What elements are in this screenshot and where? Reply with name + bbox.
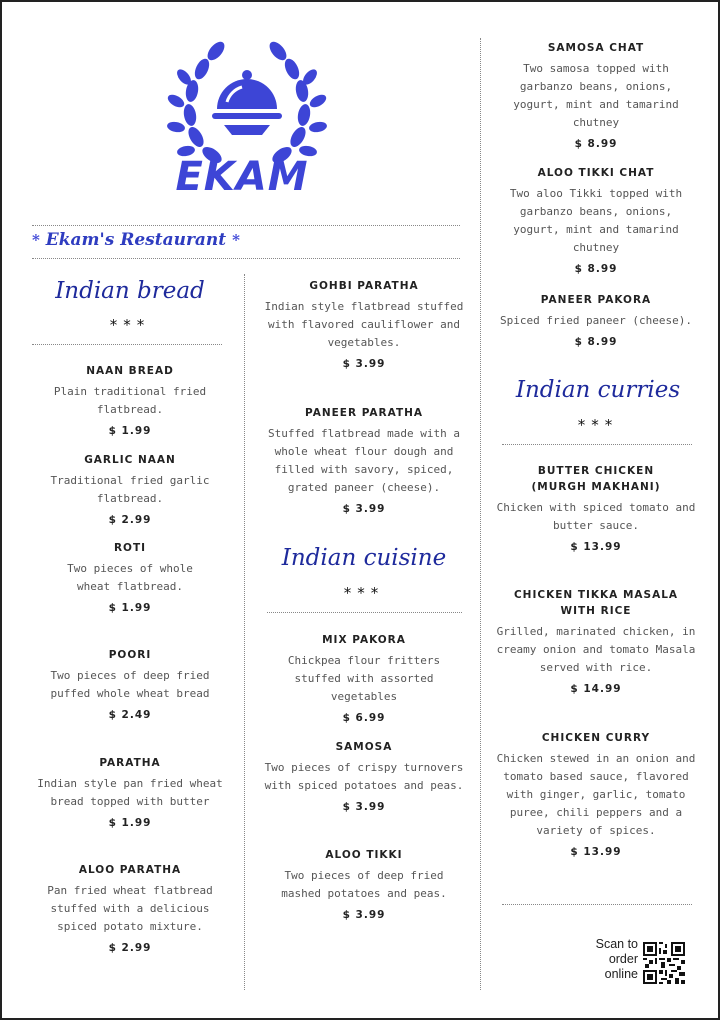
item-desc: Two aloo Tikki topped with garbanzo beans, onions, yogurt, mint and tamarind chutney (509, 187, 683, 254)
item-name: CHICKEN CURRY (541, 732, 651, 744)
item-name: PARATHA (99, 757, 161, 769)
item-price: $ 13.99 (570, 541, 622, 553)
menu-item-naan-bread (30, 363, 230, 437)
section-divider (32, 344, 222, 345)
item-name: ALOO TIKKI CHAT (537, 167, 655, 179)
item-desc: Spiced fried paneer (cheese). (499, 314, 693, 327)
item-price: $ 2.99 (108, 942, 152, 954)
item-name: POORI (108, 649, 152, 661)
section-stars: *** (577, 416, 619, 434)
item-name: PANEER PAKORA (540, 294, 652, 306)
banner-divider-top (32, 225, 460, 226)
item-name: MIX PAKORA (322, 634, 406, 646)
restaurant-name: Ekam's Restaurant (45, 230, 227, 250)
menu-item-aloo-paratha (30, 862, 230, 954)
item-price: $ 1.99 (108, 817, 152, 829)
item-price: $ 2.99 (108, 514, 152, 526)
item-desc: Plain traditional fried flatbread. (53, 385, 207, 416)
menu-item-gohbi-paratha (264, 278, 464, 370)
item-desc: Two pieces of whole wheat flatbread. (67, 562, 193, 593)
item-name: NAAN BREAD (86, 365, 174, 377)
item-name: ALOO TIKKI (325, 849, 403, 861)
item-price: $ 2.49 (108, 709, 152, 721)
item-desc: Two pieces of crispy turnovers with spiced potatoes and peas. (264, 761, 464, 792)
item-price: $ 8.99 (574, 336, 618, 348)
scan-to-order-text: Scan to order online (595, 937, 638, 981)
menu-item-garlic-naan (30, 452, 230, 526)
column-divider-left (244, 274, 245, 990)
item-name: GOHBI PARATHA (309, 280, 419, 292)
item-name: ROTI (113, 542, 147, 554)
banner-divider-bottom (32, 258, 460, 259)
column-divider-right (480, 38, 481, 990)
menu-item-chicken-curry (496, 730, 696, 858)
item-price: $ 6.99 (342, 712, 386, 724)
item-name: CHICKEN TIKKA MASALA WITH RICE (513, 589, 679, 617)
item-desc: Indian style pan fried wheat bread topped with butter (37, 777, 223, 808)
section-title-indian-bread: Indian bread (55, 278, 205, 304)
item-desc: Pan fried wheat flatbread stuffed with a delicious spiced potato mixture. (47, 884, 213, 933)
menu-item-samosa-chat (496, 40, 696, 150)
restaurant-label (32, 230, 240, 250)
menu-item-paneer-pakora (496, 292, 696, 348)
item-price: $ 8.99 (574, 138, 618, 150)
section-stars: *** (343, 584, 385, 602)
item-desc: Two pieces of deep fried puffed whole wheat bread (50, 669, 210, 700)
item-price: $ 3.99 (342, 909, 386, 921)
item-name: SAMOSA CHAT (547, 42, 645, 54)
brand-name: EKAM (175, 154, 309, 200)
footer-divider (502, 904, 692, 905)
menu-item-paneer-paratha (264, 405, 464, 515)
qr-code-icon[interactable] (643, 942, 685, 984)
star-left: * (32, 231, 40, 249)
item-name: ALOO PARATHA (78, 864, 182, 876)
item-desc: Chickpea flour fritters stuffed with assorted vegetables (287, 654, 441, 703)
menu-item-aloo-tikki-chat (496, 165, 696, 275)
section-divider (502, 444, 692, 445)
menu-item-paratha (30, 755, 230, 829)
item-desc: Chicken stewed in an onion and tomato based sauce, flavored with ginger, garlic, tomato puree, chili peppers and a variety of spices. (496, 752, 696, 837)
item-name: GARLIC NAAN (84, 454, 176, 466)
item-price: $ 8.99 (574, 263, 618, 275)
item-name: SAMOSA (335, 741, 393, 753)
item-desc: Two samosa topped with garbanzo beans, onions, yogurt, mint and tamarind chutney (513, 62, 679, 129)
item-name: PANEER PARATHA (304, 407, 424, 419)
menu-item-samosa (264, 739, 464, 813)
section-title-indian-cuisine: Indian cuisine (281, 545, 447, 571)
menu-item-butter-chicken (496, 463, 696, 553)
item-desc: Stuffed flatbread made with a whole wheat flour dough and filled with savory, spiced, grated paneer (cheese). (267, 427, 461, 494)
menu-item-chicken-tikka-masala (496, 587, 696, 695)
item-desc: Indian style flatbread stuffed with flavored cauliflower and vegetables. (264, 300, 464, 349)
menu-item-mix-pakora (264, 632, 464, 724)
section-divider (267, 612, 462, 613)
menu-item-roti (30, 540, 230, 614)
item-desc: Traditional fried garlic flatbread. (50, 474, 210, 505)
menu-item-poori (30, 647, 230, 721)
item-desc: Grilled, marinated chicken, in creamy onion and tomato Masala served with rice. (496, 625, 696, 674)
item-price: $ 3.99 (342, 503, 386, 515)
item-price: $ 13.99 (570, 846, 622, 858)
menu-item-aloo-tikki (264, 847, 464, 921)
item-price: $ 14.99 (570, 683, 622, 695)
item-desc: Two pieces of deep fried mashed potatoes and peas. (281, 869, 447, 900)
item-price: $ 1.99 (108, 602, 152, 614)
item-price: $ 3.99 (342, 801, 386, 813)
item-desc: Chicken with spiced tomato and butter sauce. (496, 501, 696, 532)
item-name: BUTTER CHICKEN (MURGH MAKHANI) (531, 465, 661, 493)
section-stars: *** (109, 316, 151, 334)
star-right: * (232, 231, 240, 249)
item-price: $ 3.99 (342, 358, 386, 370)
section-title-indian-curries: Indian curries (515, 377, 681, 403)
item-price: $ 1.99 (108, 425, 152, 437)
